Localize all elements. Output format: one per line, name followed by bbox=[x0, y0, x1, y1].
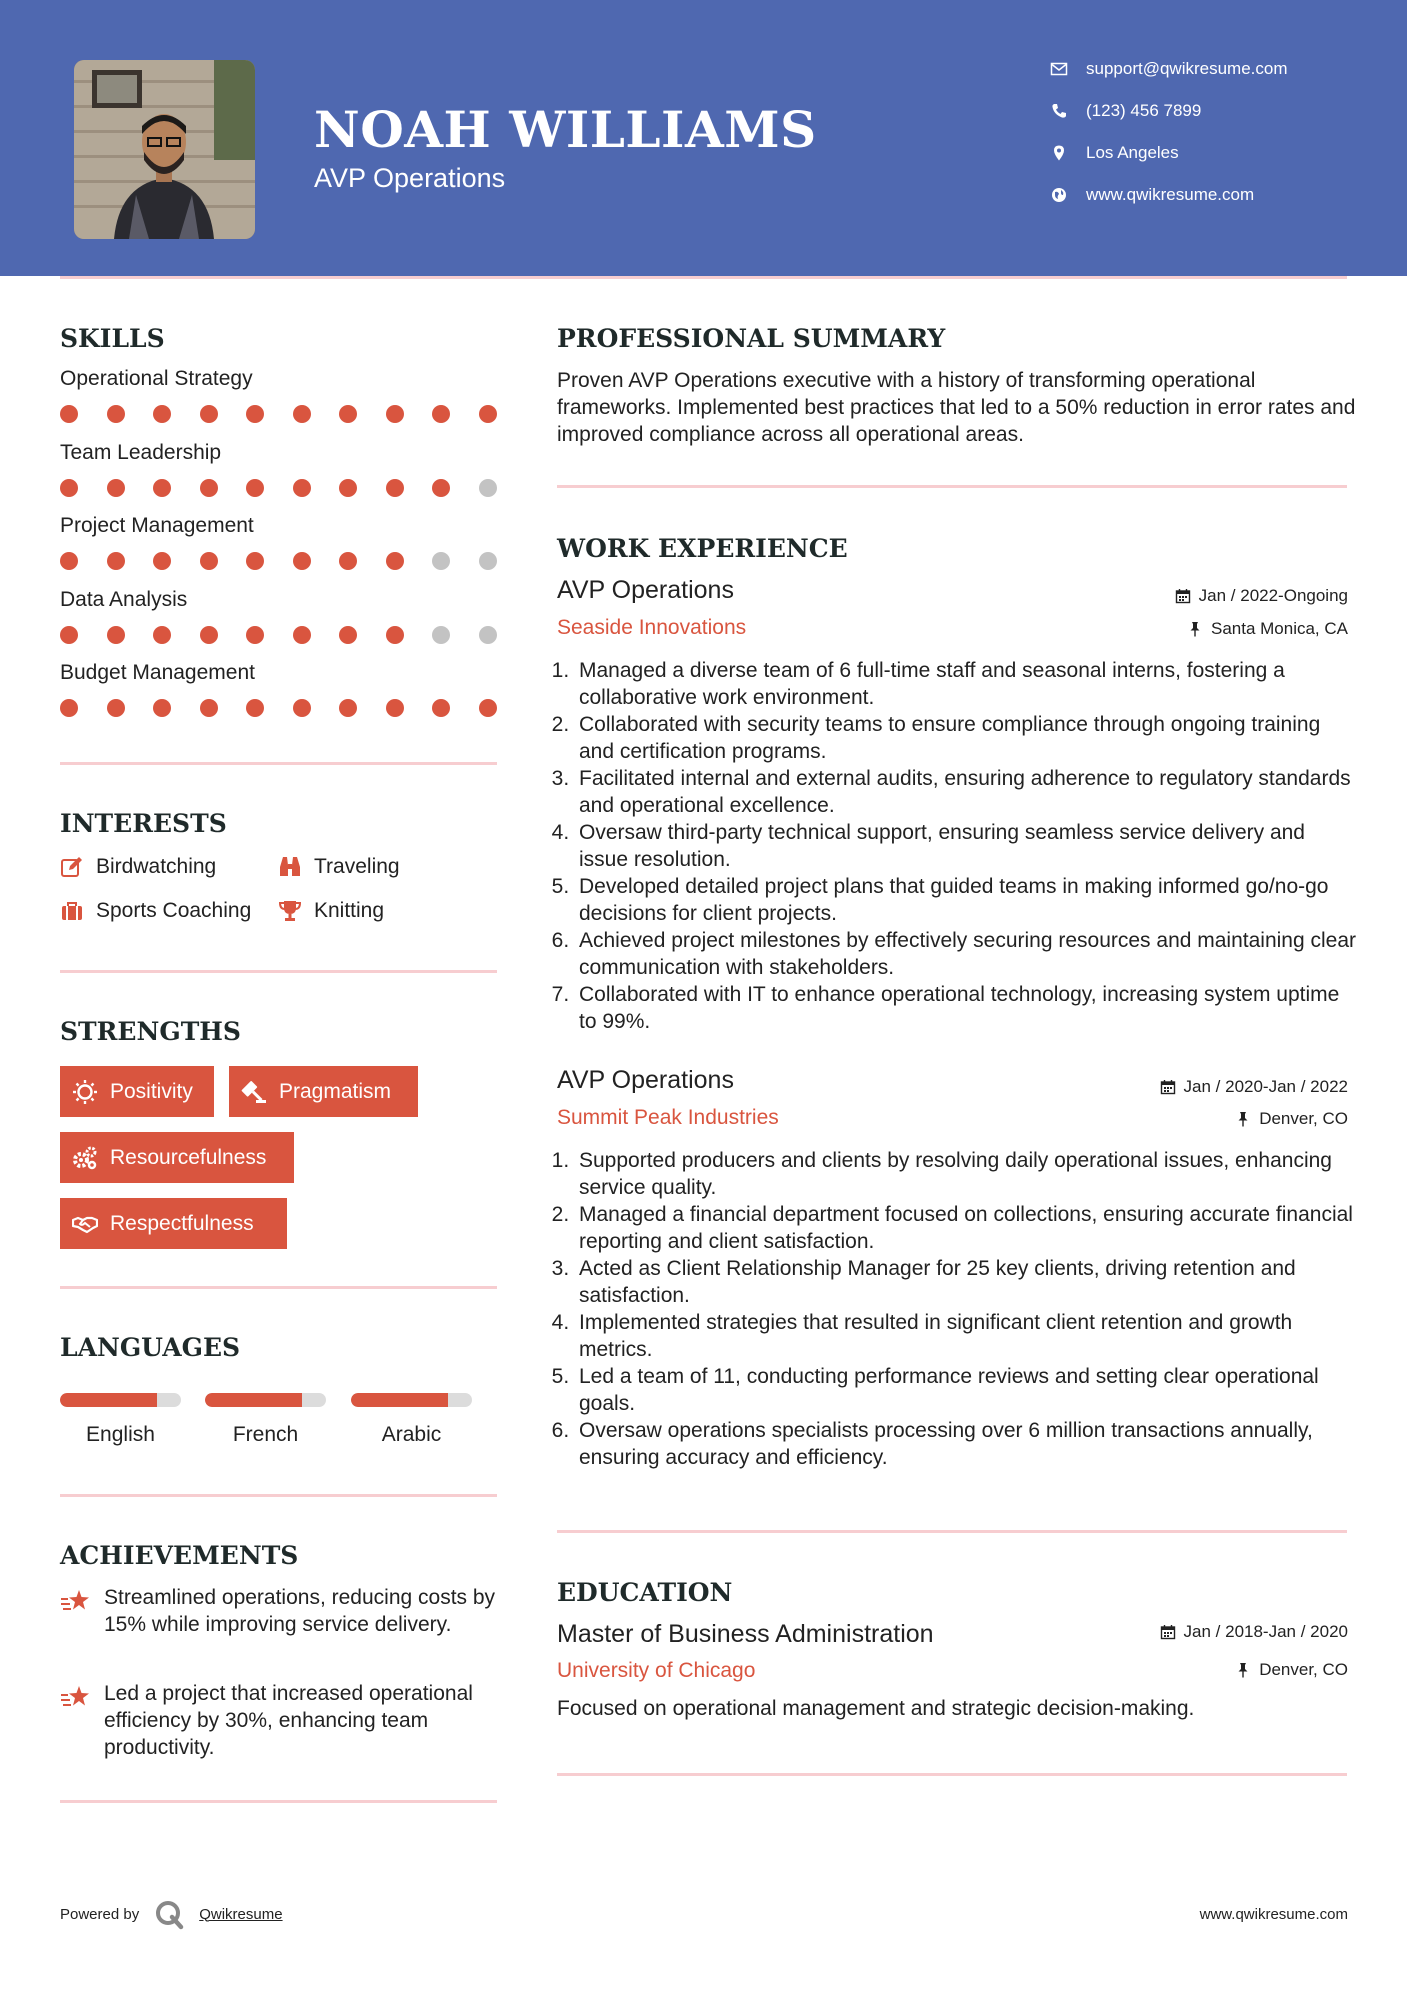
skill-dot-filled bbox=[200, 405, 218, 423]
job-company: Seaside Innovations bbox=[557, 616, 747, 639]
job-company: Summit Peak Industries bbox=[557, 1106, 779, 1129]
job-dates bbox=[1160, 1077, 1348, 1097]
language-bar bbox=[205, 1393, 326, 1407]
interest-label: Sports Coaching bbox=[96, 899, 252, 922]
skill-dot-filled bbox=[293, 405, 311, 423]
skill-dot-filled bbox=[107, 699, 125, 717]
achievements-divider bbox=[60, 1800, 497, 1803]
gears-icon bbox=[72, 1145, 98, 1171]
skill-dot-filled bbox=[339, 479, 357, 497]
education-divider bbox=[557, 1773, 1347, 1776]
skill-name: Project Management bbox=[60, 514, 254, 537]
education-dates-text: Jan / 2018-Jan / 2020 bbox=[1183, 1622, 1348, 1641]
skill-rating bbox=[60, 625, 500, 645]
skill-dot-filled bbox=[200, 479, 218, 497]
skill-dot-filled bbox=[153, 479, 171, 497]
skill-dot-filled bbox=[107, 479, 125, 497]
skill-dot-filled bbox=[386, 479, 404, 497]
languages-title: LANGUAGES bbox=[60, 1333, 241, 1362]
skill-dot-filled bbox=[153, 626, 171, 644]
contact-website-text: www.qwikresume.com bbox=[1086, 185, 1255, 204]
skill-dot-filled bbox=[339, 405, 357, 423]
education-dates bbox=[1160, 1622, 1348, 1642]
strength-label: Resourcefulness bbox=[110, 1145, 267, 1169]
candidate-name: NOAH WILLIAMS bbox=[314, 100, 817, 159]
globe-icon bbox=[1050, 186, 1068, 204]
skill-dot-filled bbox=[246, 552, 264, 570]
languages-divider bbox=[60, 1494, 497, 1497]
skill-dot-filled bbox=[432, 405, 450, 423]
strength-label: Respectfulness bbox=[110, 1211, 254, 1235]
strengths-divider bbox=[60, 1286, 497, 1289]
skill-dot-filled bbox=[432, 699, 450, 717]
skill-dot-filled bbox=[153, 699, 171, 717]
skill-dot-filled bbox=[246, 626, 264, 644]
interest-label: Birdwatching bbox=[96, 855, 217, 878]
contact-email[interactable] bbox=[1050, 54, 1380, 84]
pushpin-icon bbox=[1187, 621, 1203, 637]
summary-text: Proven AVP Operations executive with a history of transforming operational frameworks. Implemented best practices that led to a 50% reduction in error rates and improved compliance across all operational areas. bbox=[557, 369, 1356, 446]
skill-rating bbox=[60, 404, 500, 424]
skill-dot-filled bbox=[246, 405, 264, 423]
interest-label: Knitting bbox=[314, 899, 385, 922]
binoculars-icon bbox=[278, 855, 302, 879]
strength-tag bbox=[60, 1132, 294, 1183]
job-bullet: 2. Managed a financial department focused on collections, ensuring accurate financial reporting and client satisfaction. bbox=[575, 1201, 1357, 1255]
job-bullet: 6. Oversaw operations specialists processing over 6 million transactions annually, ensuring accuracy and efficiency. bbox=[575, 1417, 1357, 1471]
strengths-title: STRENGTHS bbox=[60, 1017, 241, 1046]
job-bullet: 4. Oversaw third-party technical support, ensuring seamless service delivery and issue resolution. bbox=[575, 819, 1357, 873]
job-bullets bbox=[557, 657, 1357, 1035]
skill-dot-empty bbox=[479, 626, 497, 644]
education-location bbox=[1235, 1660, 1348, 1680]
interest-item bbox=[278, 852, 400, 882]
calendar-icon bbox=[1175, 588, 1191, 604]
summary-divider bbox=[557, 485, 1347, 488]
skill-dot-filled bbox=[386, 405, 404, 423]
skill-dot-filled bbox=[60, 405, 78, 423]
contact-phone-text: (123) 456 7899 bbox=[1086, 101, 1202, 120]
skill-name: Data Analysis bbox=[60, 588, 188, 611]
skills-title: SKILLS bbox=[60, 324, 165, 353]
skill-dot-empty bbox=[432, 626, 450, 644]
skill-dot-filled bbox=[293, 479, 311, 497]
pushpin-icon bbox=[1235, 1111, 1251, 1127]
job-location bbox=[1187, 619, 1348, 639]
candidate-role: AVP Operations bbox=[314, 163, 506, 193]
interests-title: INTERESTS bbox=[60, 809, 227, 838]
strength-tag bbox=[229, 1066, 418, 1117]
job-title: AVP Operations bbox=[557, 576, 734, 604]
summary-title: PROFESSIONAL SUMMARY bbox=[557, 324, 946, 353]
skill-dot-empty bbox=[479, 479, 497, 497]
job-bullet: 3. Facilitated internal and external audits, ensuring adherence to regulatory standards and operational excellence. bbox=[575, 765, 1357, 819]
skill-dot-filled bbox=[153, 405, 171, 423]
contact-location bbox=[1050, 138, 1380, 168]
powered-by-text: Powered by bbox=[60, 1905, 140, 1923]
skill-dot-empty bbox=[432, 552, 450, 570]
footer-powered-by bbox=[60, 1897, 283, 1931]
skill-dot-filled bbox=[60, 552, 78, 570]
skill-dot-filled bbox=[479, 405, 497, 423]
calendar-icon bbox=[1160, 1624, 1176, 1640]
interest-item bbox=[60, 852, 216, 882]
language-name: English bbox=[86, 1423, 155, 1446]
skill-dot-filled bbox=[293, 626, 311, 644]
contact-location-text: Los Angeles bbox=[1086, 143, 1179, 162]
skill-dot-filled bbox=[107, 552, 125, 570]
envelope-icon bbox=[1050, 60, 1068, 78]
qwikresume-logo-icon bbox=[153, 1898, 185, 1930]
handshake-icon bbox=[72, 1211, 98, 1237]
skill-dot-empty bbox=[479, 552, 497, 570]
education-school: University of Chicago bbox=[557, 1659, 756, 1682]
job-bullet: 5. Developed detailed project plans that guided teams in making informed go/no-go decisions for client projects. bbox=[575, 873, 1357, 927]
strength-label: Pragmatism bbox=[279, 1079, 392, 1103]
job-location-text: Denver, CO bbox=[1259, 1109, 1348, 1128]
skill-dot-filled bbox=[339, 626, 357, 644]
achievement-text: Streamlined operations, reducing costs by 15% while improving service delivery. bbox=[104, 1586, 496, 1636]
phone-icon bbox=[1050, 102, 1068, 120]
skills-divider bbox=[60, 762, 497, 765]
education-description: Focused on operational management and strategic decision-making. bbox=[557, 1697, 1195, 1720]
brand-link[interactable]: Qwikresume bbox=[199, 1905, 283, 1923]
job-bullet: 2. Collaborated with security teams to ensure compliance through ongoing training and certification programs. bbox=[575, 711, 1357, 765]
pushpin-icon bbox=[1235, 1662, 1251, 1678]
job-bullet: 1. Managed a diverse team of 6 full-time staff and seasonal interns, fostering a collaborative work environment. bbox=[575, 657, 1357, 711]
language-bar-fill bbox=[351, 1393, 448, 1407]
calendar-icon bbox=[1160, 1079, 1176, 1095]
skill-dot-filled bbox=[107, 626, 125, 644]
achievement-text: Led a project that increased operational efficiency by 30%, enhancing team productivity. bbox=[104, 1682, 473, 1759]
skill-dot-filled bbox=[200, 552, 218, 570]
contact-email-text: support@qwikresume.com bbox=[1086, 59, 1288, 78]
job-bullet: 3. Acted as Client Relationship Manager for 25 key clients, driving retention and satisfaction. bbox=[575, 1255, 1357, 1309]
skill-dot-filled bbox=[339, 552, 357, 570]
interests-divider bbox=[60, 970, 497, 973]
experience-title: WORK EXPERIENCE bbox=[557, 534, 848, 563]
skill-dot-filled bbox=[293, 552, 311, 570]
skill-rating bbox=[60, 698, 500, 718]
skill-name: Budget Management bbox=[60, 661, 255, 684]
job-bullet: 4. Implemented strategies that resulted in significant client retention and growth metrics. bbox=[575, 1309, 1357, 1363]
strength-tag bbox=[60, 1198, 287, 1249]
map-pin-icon bbox=[1050, 144, 1068, 162]
skill-name: Operational Strategy bbox=[60, 367, 253, 390]
trophy-icon bbox=[278, 899, 302, 923]
achievements-title: ACHIEVEMENTS bbox=[60, 1541, 299, 1570]
sun-icon bbox=[72, 1079, 98, 1105]
language-bar bbox=[351, 1393, 472, 1407]
skill-dot-filled bbox=[60, 626, 78, 644]
job-dates-text: Jan / 2020-Jan / 2022 bbox=[1183, 1077, 1348, 1096]
skill-name: Team Leadership bbox=[60, 441, 222, 464]
skill-dot-filled bbox=[246, 479, 264, 497]
interest-item bbox=[278, 896, 384, 926]
pencil-square-icon bbox=[60, 855, 84, 879]
education-location-text: Denver, CO bbox=[1259, 1660, 1348, 1679]
skill-dot-filled bbox=[386, 552, 404, 570]
skill-dot-filled bbox=[339, 699, 357, 717]
gavel-icon bbox=[241, 1079, 267, 1105]
education-title: EDUCATION bbox=[557, 1578, 733, 1607]
interest-label: Traveling bbox=[314, 855, 400, 878]
job-location bbox=[1235, 1109, 1348, 1129]
briefcase-icon bbox=[60, 899, 84, 923]
header-divider bbox=[60, 276, 1347, 279]
language-bar-fill bbox=[205, 1393, 302, 1407]
shooting-star-icon bbox=[60, 1588, 90, 1614]
contact-website[interactable] bbox=[1050, 180, 1380, 210]
skill-dot-filled bbox=[293, 699, 311, 717]
language-name: Arabic bbox=[381, 1423, 442, 1446]
interest-item bbox=[60, 896, 251, 926]
job-bullet: 6. Achieved project milestones by effectively securing resources and maintaining clear communication with stakeholders. bbox=[575, 927, 1357, 981]
job-dates-text: Jan / 2022-Ongoing bbox=[1198, 586, 1348, 605]
education-degree: Master of Business Administration bbox=[557, 1620, 934, 1648]
strength-label: Positivity bbox=[110, 1079, 193, 1103]
skill-dot-filled bbox=[432, 479, 450, 497]
shooting-star-icon bbox=[60, 1684, 90, 1710]
language-bar-fill bbox=[60, 1393, 157, 1407]
skill-dot-filled bbox=[153, 552, 171, 570]
job-bullet: 5. Led a team of 11, conducting performance reviews and setting clear operational goals. bbox=[575, 1363, 1357, 1417]
job-dates bbox=[1175, 586, 1348, 606]
skill-dot-filled bbox=[200, 626, 218, 644]
contact-phone[interactable] bbox=[1050, 96, 1380, 126]
job-title: AVP Operations bbox=[557, 1066, 734, 1094]
skill-rating bbox=[60, 478, 500, 498]
strength-tag bbox=[60, 1066, 214, 1117]
footer-website[interactable]: www.qwikresume.com bbox=[1199, 1906, 1348, 1923]
skill-dot-filled bbox=[200, 699, 218, 717]
skill-dot-filled bbox=[60, 699, 78, 717]
job-bullets bbox=[557, 1147, 1357, 1471]
profile-photo bbox=[74, 60, 255, 239]
job-bullet: 1. Supported producers and clients by resolving daily operational issues, enhancing service quality. bbox=[575, 1147, 1357, 1201]
skill-dot-filled bbox=[60, 479, 78, 497]
skill-rating bbox=[60, 551, 500, 571]
skill-dot-filled bbox=[386, 626, 404, 644]
job-location-text: Santa Monica, CA bbox=[1210, 619, 1348, 638]
language-name: French bbox=[232, 1423, 299, 1446]
job-bullet: 7. Collaborated with IT to enhance operational technology, increasing system uptime to 99%. bbox=[575, 981, 1357, 1035]
experience-divider bbox=[557, 1530, 1347, 1533]
skill-dot-filled bbox=[479, 699, 497, 717]
skill-dot-filled bbox=[386, 699, 404, 717]
skill-dot-filled bbox=[246, 699, 264, 717]
language-bar bbox=[60, 1393, 181, 1407]
skill-dot-filled bbox=[107, 405, 125, 423]
header-banner bbox=[0, 0, 1407, 276]
